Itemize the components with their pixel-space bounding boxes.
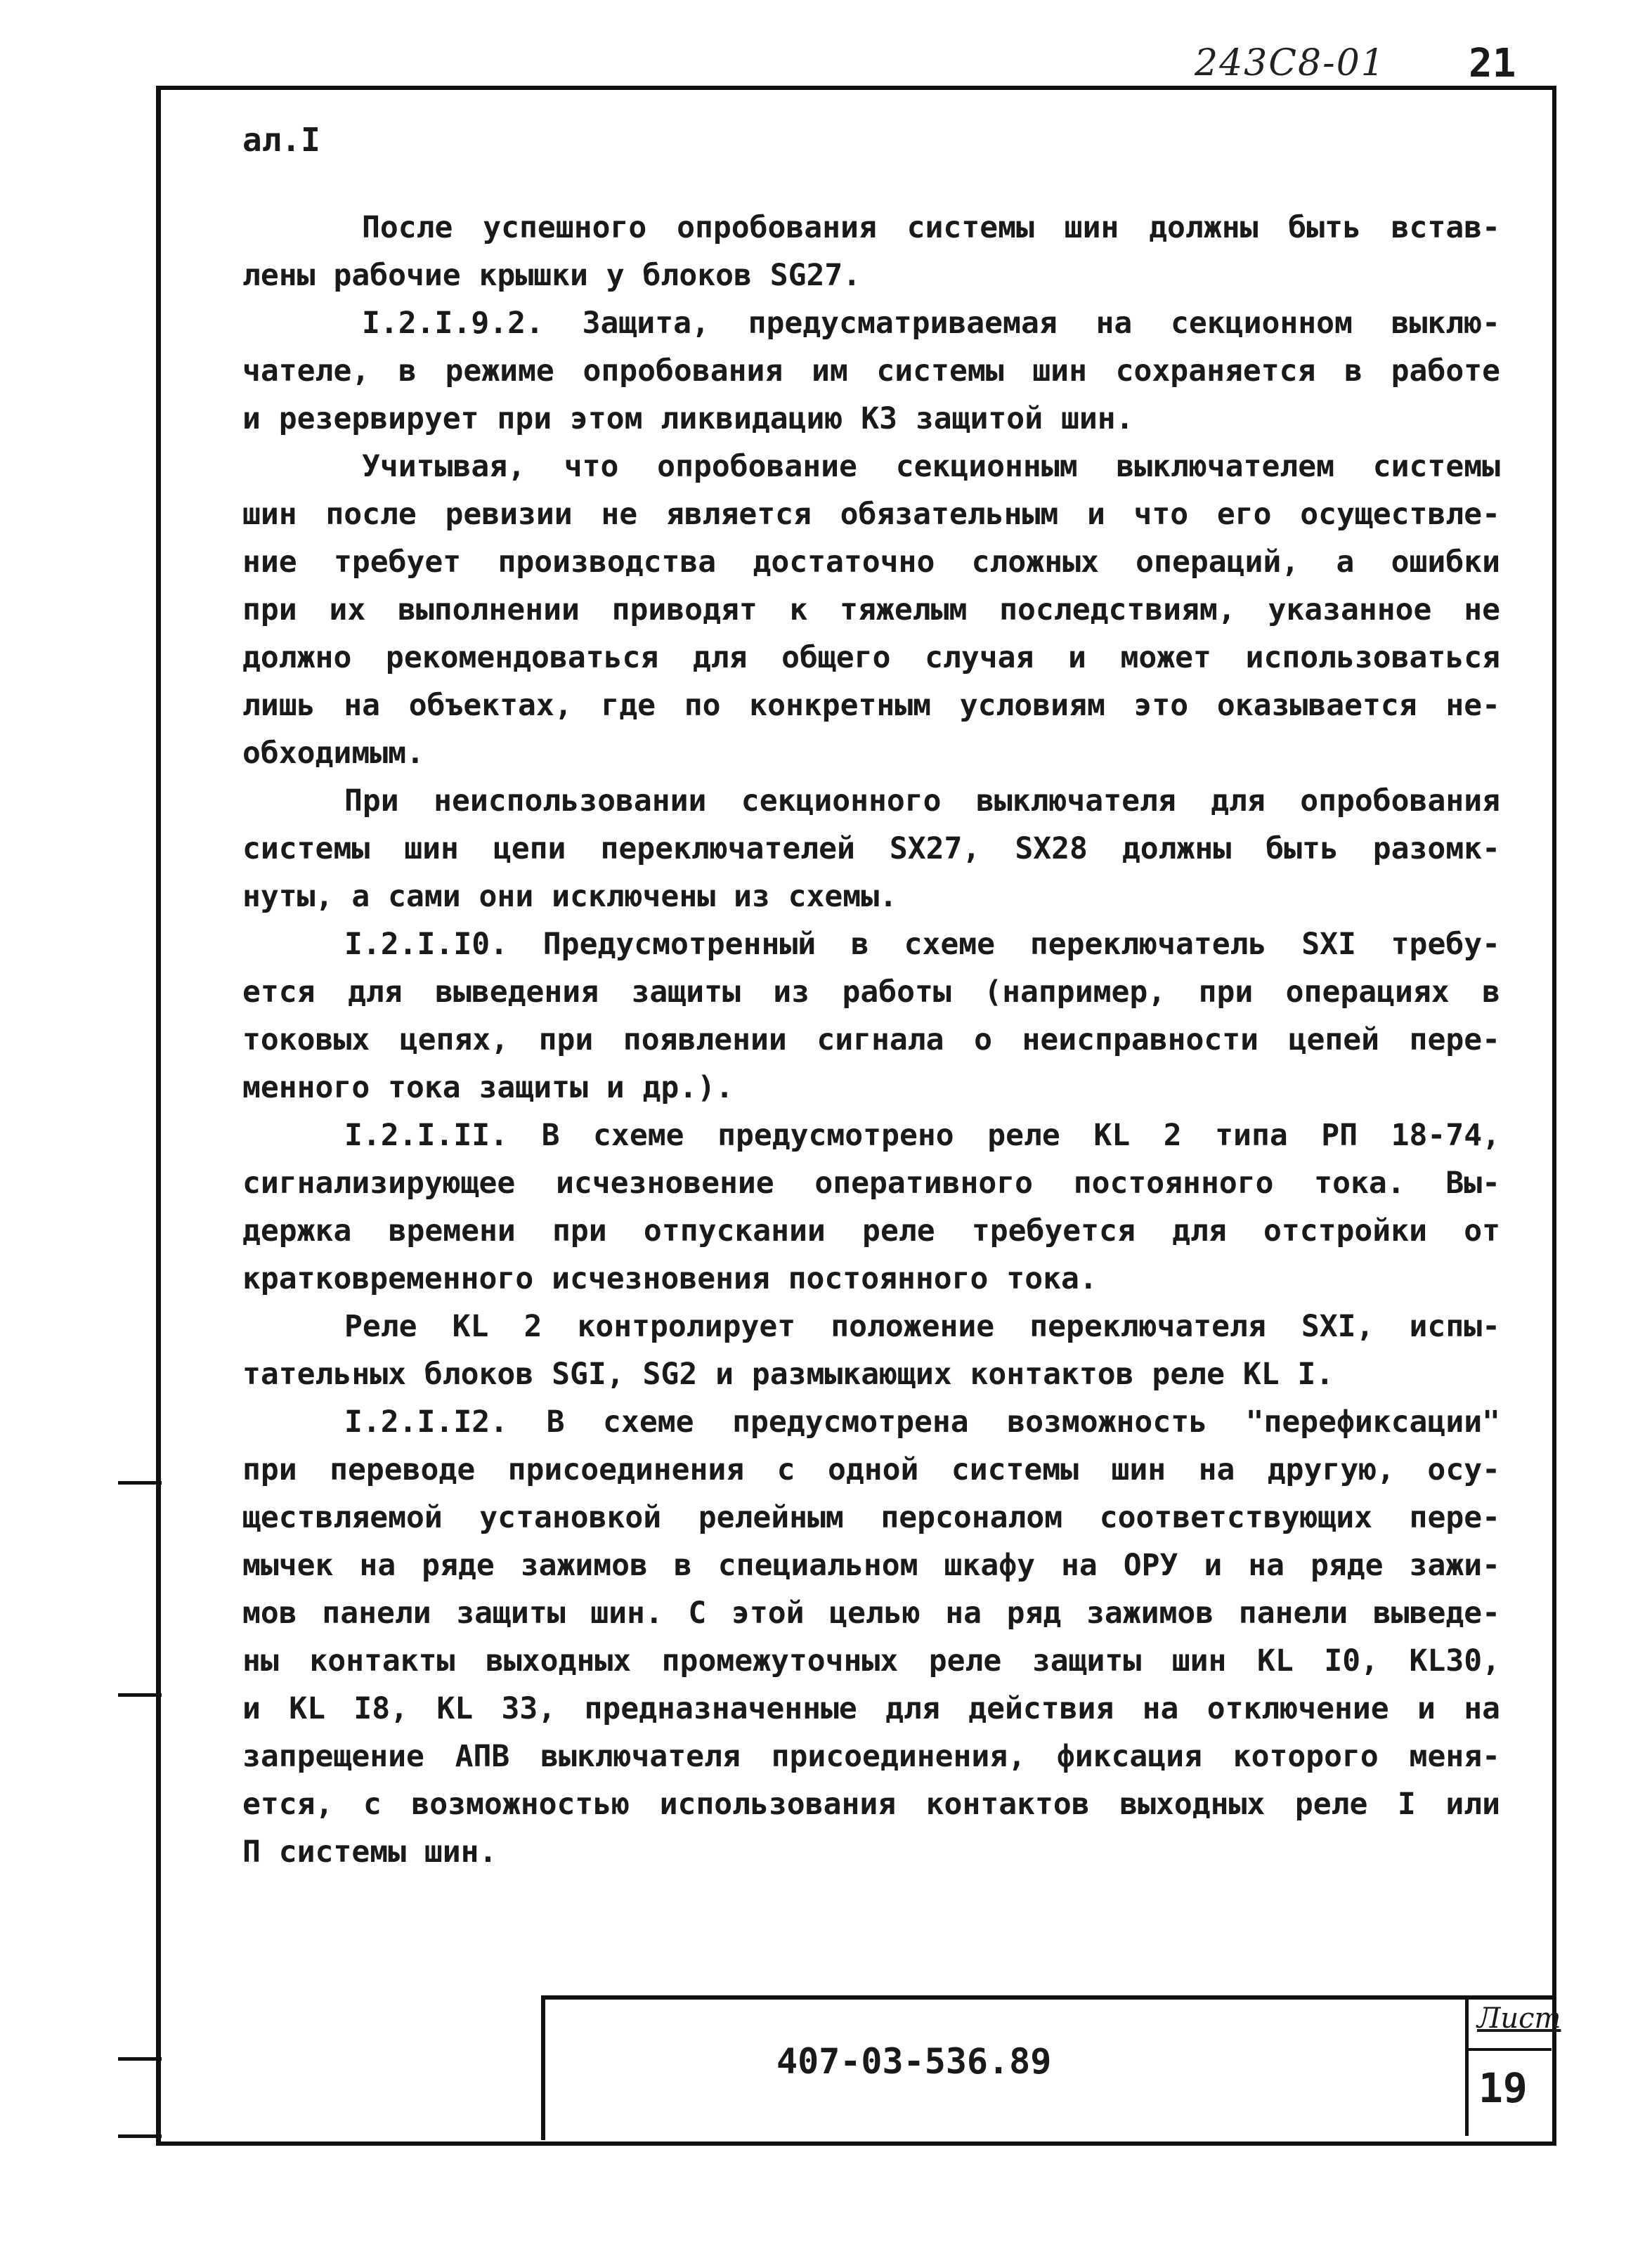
text-line: Реле KL 2 контролирует положение переключателя SXI, испы-: [344, 1309, 1500, 1344]
margin-tick: [118, 1693, 162, 1697]
text-line: Учитывая, что опробование секционным выключателем системы: [362, 449, 1500, 484]
sheet-label: Лист: [1477, 2002, 1561, 2035]
text-line: I.2.I.9.2. Защита, предусматриваемая на секционном выклю-: [362, 306, 1500, 341]
text-line: шин после ревизии не является обязательным и что его осуществле-: [242, 497, 1500, 532]
text-line: лишь на объектах, где по конкретным условиям это оказывается не-: [242, 688, 1500, 723]
text-line: чателе, в режиме опробования им системы шин сохраняется в работе: [242, 353, 1500, 389]
text-line: и KL I8, KL 33, предназначенные для действия на отключение и на: [242, 1691, 1500, 1726]
text-line: мов панели защиты шин. С этой целью на ряд зажимов панели выведе-: [242, 1596, 1500, 1631]
sheet-number: 19: [1478, 2064, 1528, 2112]
text-line: При неиспользовании секционного выключателя для опробования: [344, 783, 1500, 819]
text-line: ется для выведения защиты из работы (например, при операциях в: [242, 974, 1500, 1010]
text-line: менного тока защиты и др.).: [242, 1070, 734, 1105]
text-line: ется, с возможностью использования контактов выходных реле I или: [242, 1787, 1500, 1822]
text-line: и резервирует при этом ликвидацию КЗ защитой шин.: [242, 401, 1134, 436]
text-line: I.2.I.I0. Предусмотренный в схеме переключатель SXI требу-: [344, 927, 1500, 962]
text-line: должно рекомендоваться для общего случая и может использоваться: [242, 640, 1500, 675]
page-number-top: 21: [1469, 41, 1516, 86]
text-line: мычек на ряде зажимов в специальном шкафу на ОРУ и на ряде зажи-: [242, 1548, 1500, 1583]
text-line: I.2.I.I2. В схеме предусмотрена возможность "перефиксации": [344, 1404, 1500, 1440]
text-line: ны контакты выходных промежуточных реле защиты шин KL I0, KL30,: [242, 1643, 1500, 1678]
sheet-tag: ал.I: [242, 121, 320, 159]
text-line: тательных блоков SGI, SG2 и размыкающих контактов реле KL I.: [242, 1357, 1334, 1392]
text-line: системы шин цепи переключателей SX27, SX28 должны быть разомк-: [242, 831, 1500, 866]
text-line: держка времени при отпускании реле требуется для отстройки от: [242, 1213, 1500, 1249]
text-line: лены рабочие крышки у блоков SG27.: [242, 258, 861, 293]
document-code: 407-03-536.89: [776, 2041, 1052, 2082]
sheet-cell-divider: [1469, 2048, 1552, 2051]
text-line: при переводе присоединения с одной системы шин на другую, осу-: [242, 1452, 1500, 1487]
text-line: токовых цепях, при появлении сигнала о неисправности цепей пере-: [242, 1022, 1500, 1057]
sheet-cell: [1465, 1995, 1561, 2136]
text-line: П системы шин.: [242, 1834, 497, 1870]
margin-tick: [118, 2057, 162, 2061]
text-line: ществляемой установкой релейным персоналом соответствующих пере-: [242, 1500, 1500, 1535]
text-line: при их выполнении приводят к тяжелым последствиям, указанное не: [242, 592, 1500, 627]
margin-tick: [118, 2134, 162, 2138]
text-line: ние требует производства достаточно сложных операций, а ошибки: [242, 545, 1500, 580]
text-line: нуты, а сами они исключены из схемы.: [242, 879, 897, 914]
header-code: 243С8-01: [1195, 42, 1386, 84]
text-line: сигнализирующее исчезновение оперативного постоянного тока. Вы-: [242, 1166, 1500, 1201]
margin-tick: [118, 1481, 162, 1485]
document-body: [242, 204, 1500, 1876]
text-line: запрещение АПВ выключателя присоединения, фиксация которого меня-: [242, 1739, 1500, 1774]
text-line: I.2.I.II. В схеме предусмотрено реле KL 2 типа РП 18-74,: [344, 1118, 1500, 1153]
text-line: После успешного опробования системы шин должны быть встав-: [362, 210, 1500, 245]
text-line: обходимым.: [242, 736, 424, 771]
text-line: кратковременного исчезновения постоянного тока.: [242, 1261, 1098, 1296]
